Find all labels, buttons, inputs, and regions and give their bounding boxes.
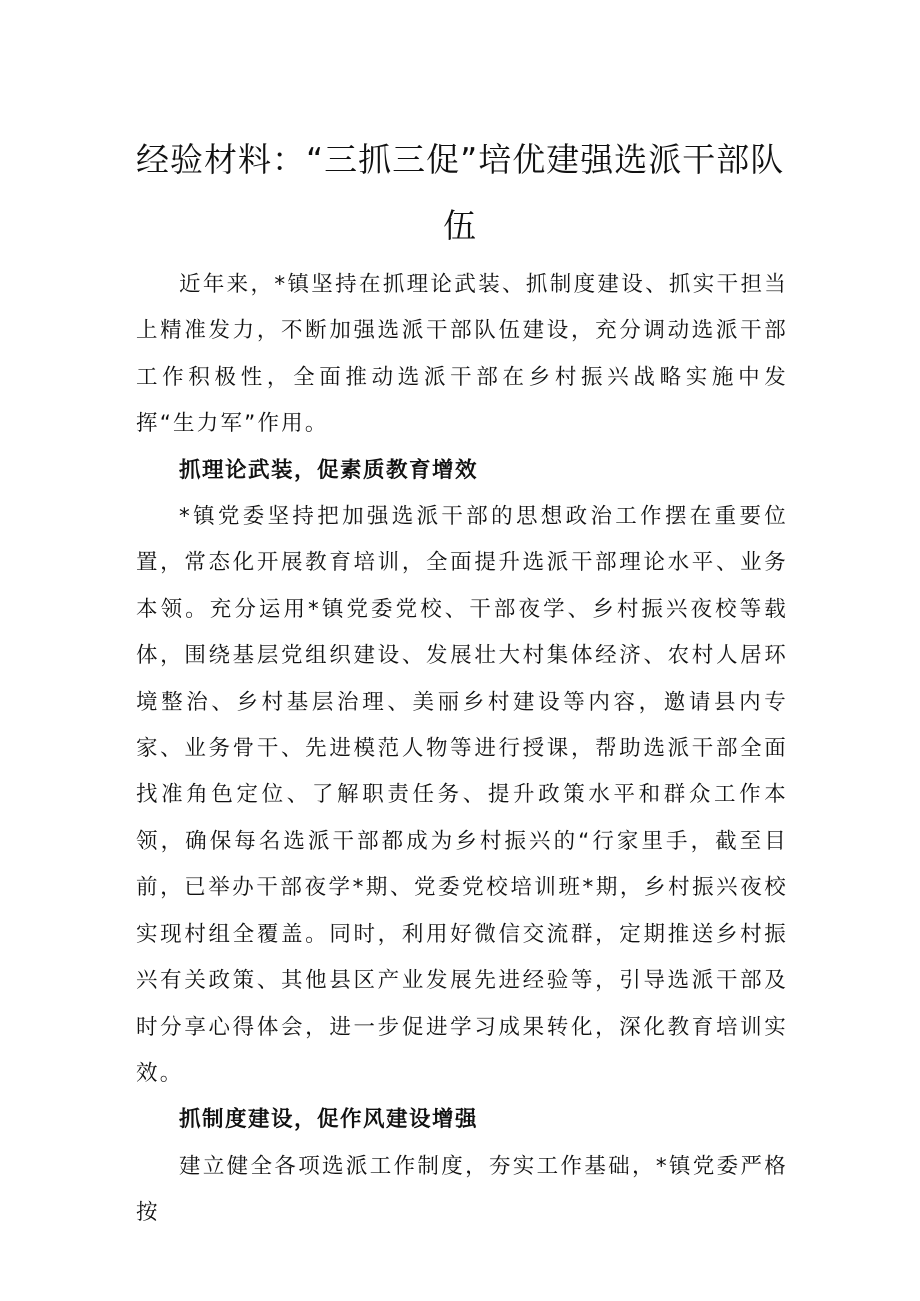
document-title-line-2: 伍: [443, 206, 477, 245]
intro-paragraph: 近年来，*镇坚持在抓理论武装、抓制度建设、抓实干担当上精准发力，不断加强选派干部队伍建设，充分调动选派干部工作积极性，全面推动选派干部在乡村振兴战略实施中发挥“生力军”作用。: [136, 272, 788, 437]
document-body: [136, 262, 788, 1237]
section-2-paragraph: 建立健全各项选派工作制度，夯实工作基础，*镇党委严格按: [136, 1153, 788, 1226]
section-1-paragraph: *镇党委坚持把加强选派干部的思想政治工作摆在重要位置，常态化开展教育培训，全面提升选派干部理论水平、业务本领。充分运用*镇党委党校、干部夜学、乡村振兴夜校等载体，围绕基层党组织建设、发展壮大村集体经济、农村人居环境整治、乡村基层治理、美丽乡村建设等内容，邀请县内专家、业务骨干、先进模范人物等进行授课，帮助选派干部全面找准角色定位、了解职责任务、提升政策水平和群众工作本领，确保每名选派干部都成为乡村振兴的“行家里手，截至目前，已举办干部夜学*期、党委党校培训班*期，乡村振兴夜校实现村组全覆盖。同时，利用好微信交流群，定期推送乡村振兴有关政策、其他县区产业发展先进经验等，引导选派干部及时分享心得体会，进一步促进学习成果转化，深化教育培训实效。: [136, 504, 788, 1086]
section-1-heading: 抓理论武装，促素质教育增效: [179, 457, 479, 483]
document-title-line-1: 经验材料：“三抓三促”培优建强选派干部队: [136, 140, 785, 179]
section-2-heading: 抓制度建设，促作风建设增强: [179, 1107, 479, 1133]
